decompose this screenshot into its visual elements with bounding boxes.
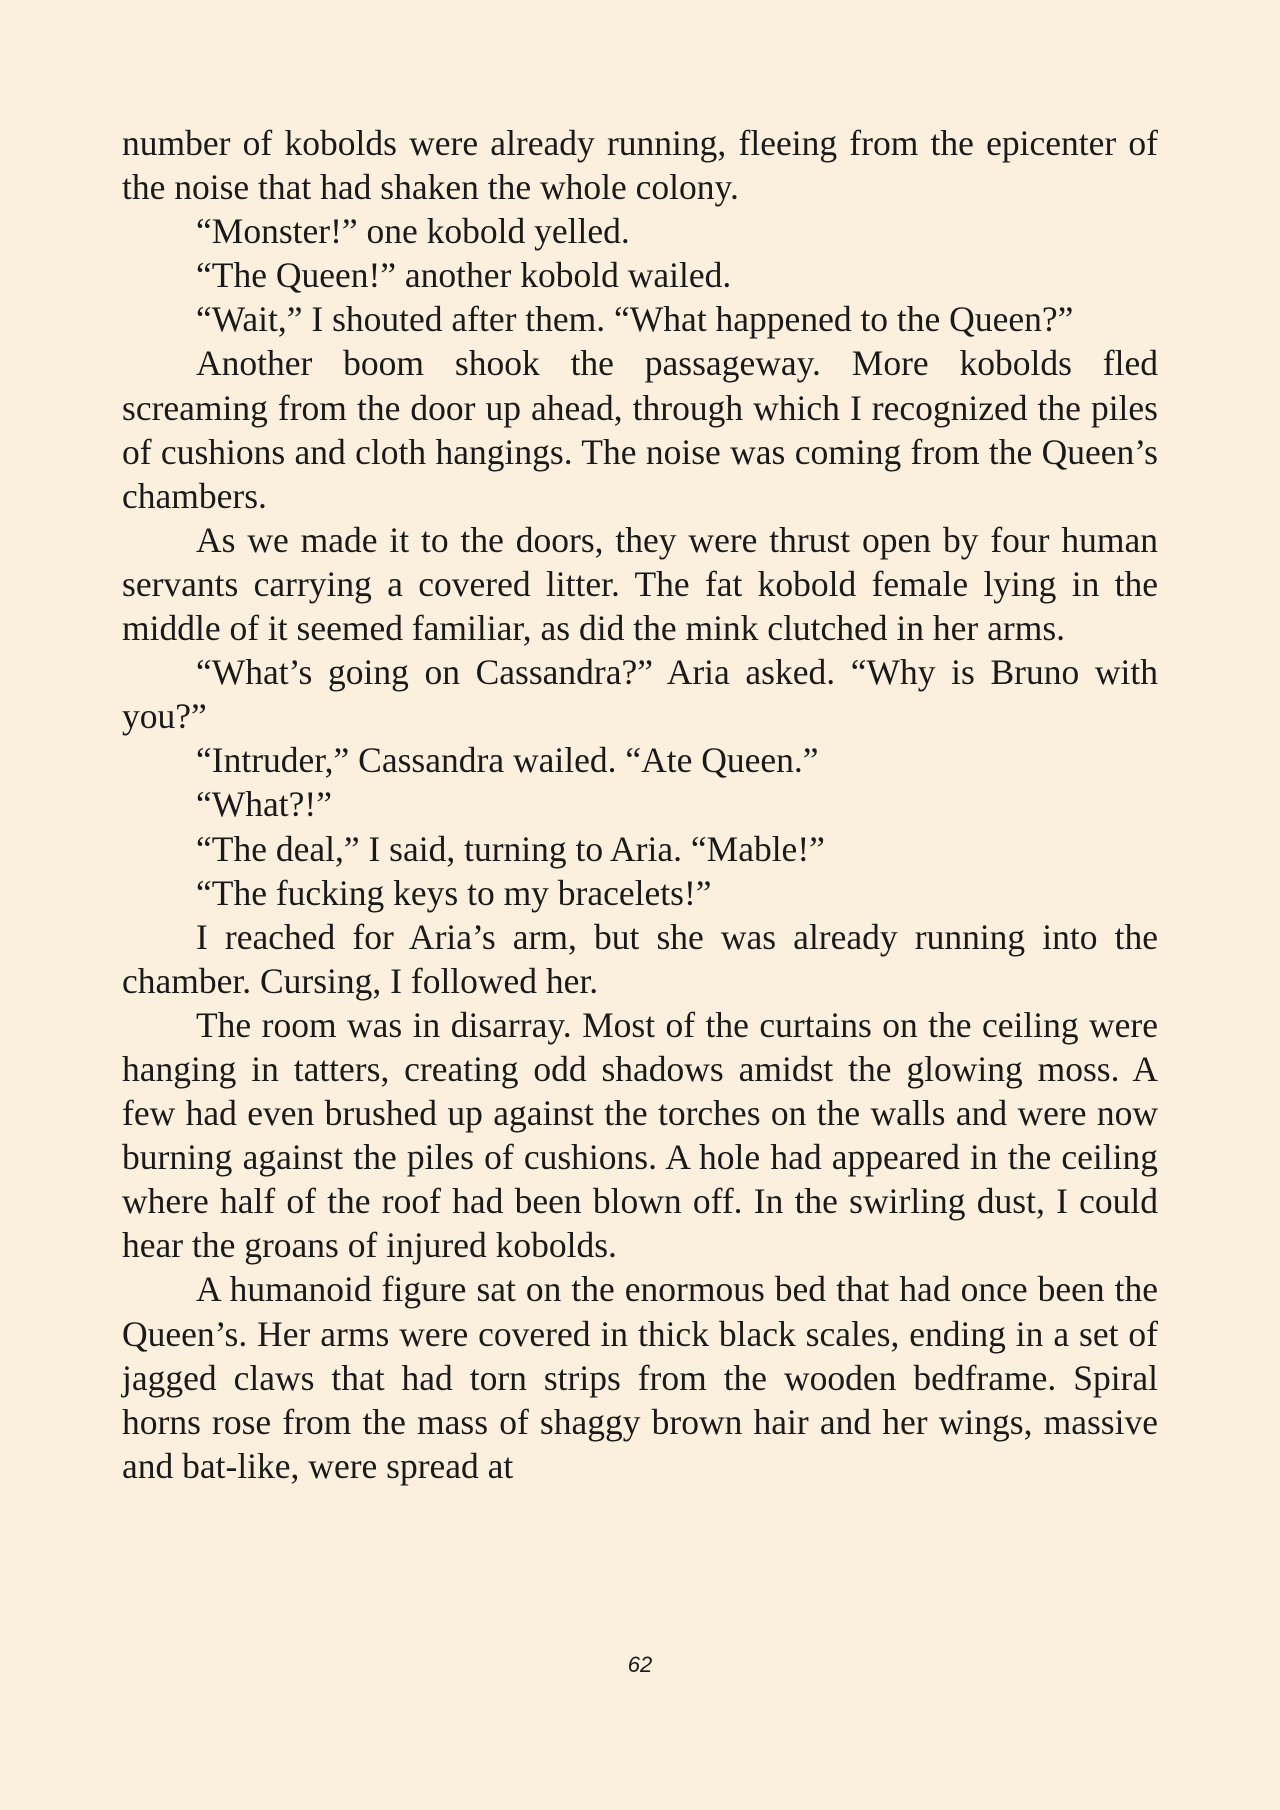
paragraph: “Intruder,” Cassandra wailed. “Ate Queen.” bbox=[196, 740, 819, 781]
paragraph: “Wait,” I shouted after them. “What happened to the Queen?” bbox=[196, 299, 1074, 340]
paragraph: As we made it to the doors, they were thrust open by four human servants carrying a covered litter. The fat kobold female lying in the middle of it seemed familiar, as did the mink clutched in her arms. bbox=[122, 519, 1158, 649]
paragraph: “The Queen!” another kobold wailed. bbox=[196, 255, 732, 296]
paragraph: I reached for Aria’s arm, but she was already running into the chamber. Cursing, I followed her. bbox=[122, 916, 1158, 1001]
paragraph: Another boom shook the passageway. More kobolds fled screaming from the door up ahead, through which I recognized the piles of cushions and cloth hangings. The noise was coming from the Queen’s chambers. bbox=[122, 343, 1158, 516]
paragraph: “What?!” bbox=[196, 784, 332, 825]
body-text bbox=[122, 121, 1158, 1488]
paragraph: “The fucking keys to my bracelets!” bbox=[196, 872, 712, 913]
page-number: 62 bbox=[627, 1652, 653, 1677]
paragraph: The room was in disarray. Most of the curtains on the ceiling were hanging in tatters, creating odd shadows amidst the glowing moss. A few had even brushed up against the torches on the walls and were now burning against the piles of cushions. A hole had appeared in the ceiling where half of the roof had been blown off. In the swirling dust, I could hear the groans of injured kobolds. bbox=[122, 1004, 1158, 1266]
paragraph: “Monster!” one kobold yelled. bbox=[196, 211, 630, 252]
paragraph: A humanoid figure sat on the enormous bed that had once been the Queen’s. Her arms were covered in thick black scales, ending in a set of jagged claws that had torn strips from the wooden bedframe. Spiral horns rose from the mass of shaggy brown hair and her wings, massive and bat-like, were spread at bbox=[122, 1269, 1158, 1486]
paragraph: “What’s going on Cassandra?” Aria asked. “Why is Bruno with you?” bbox=[122, 652, 1158, 737]
paragraph: “The deal,” I said, turning to Aria. “Mable!” bbox=[196, 828, 825, 869]
paragraph-continued: number of kobolds were already running, fleeing from the epicenter of the noise that had shaken the whole colony. bbox=[122, 123, 1158, 208]
